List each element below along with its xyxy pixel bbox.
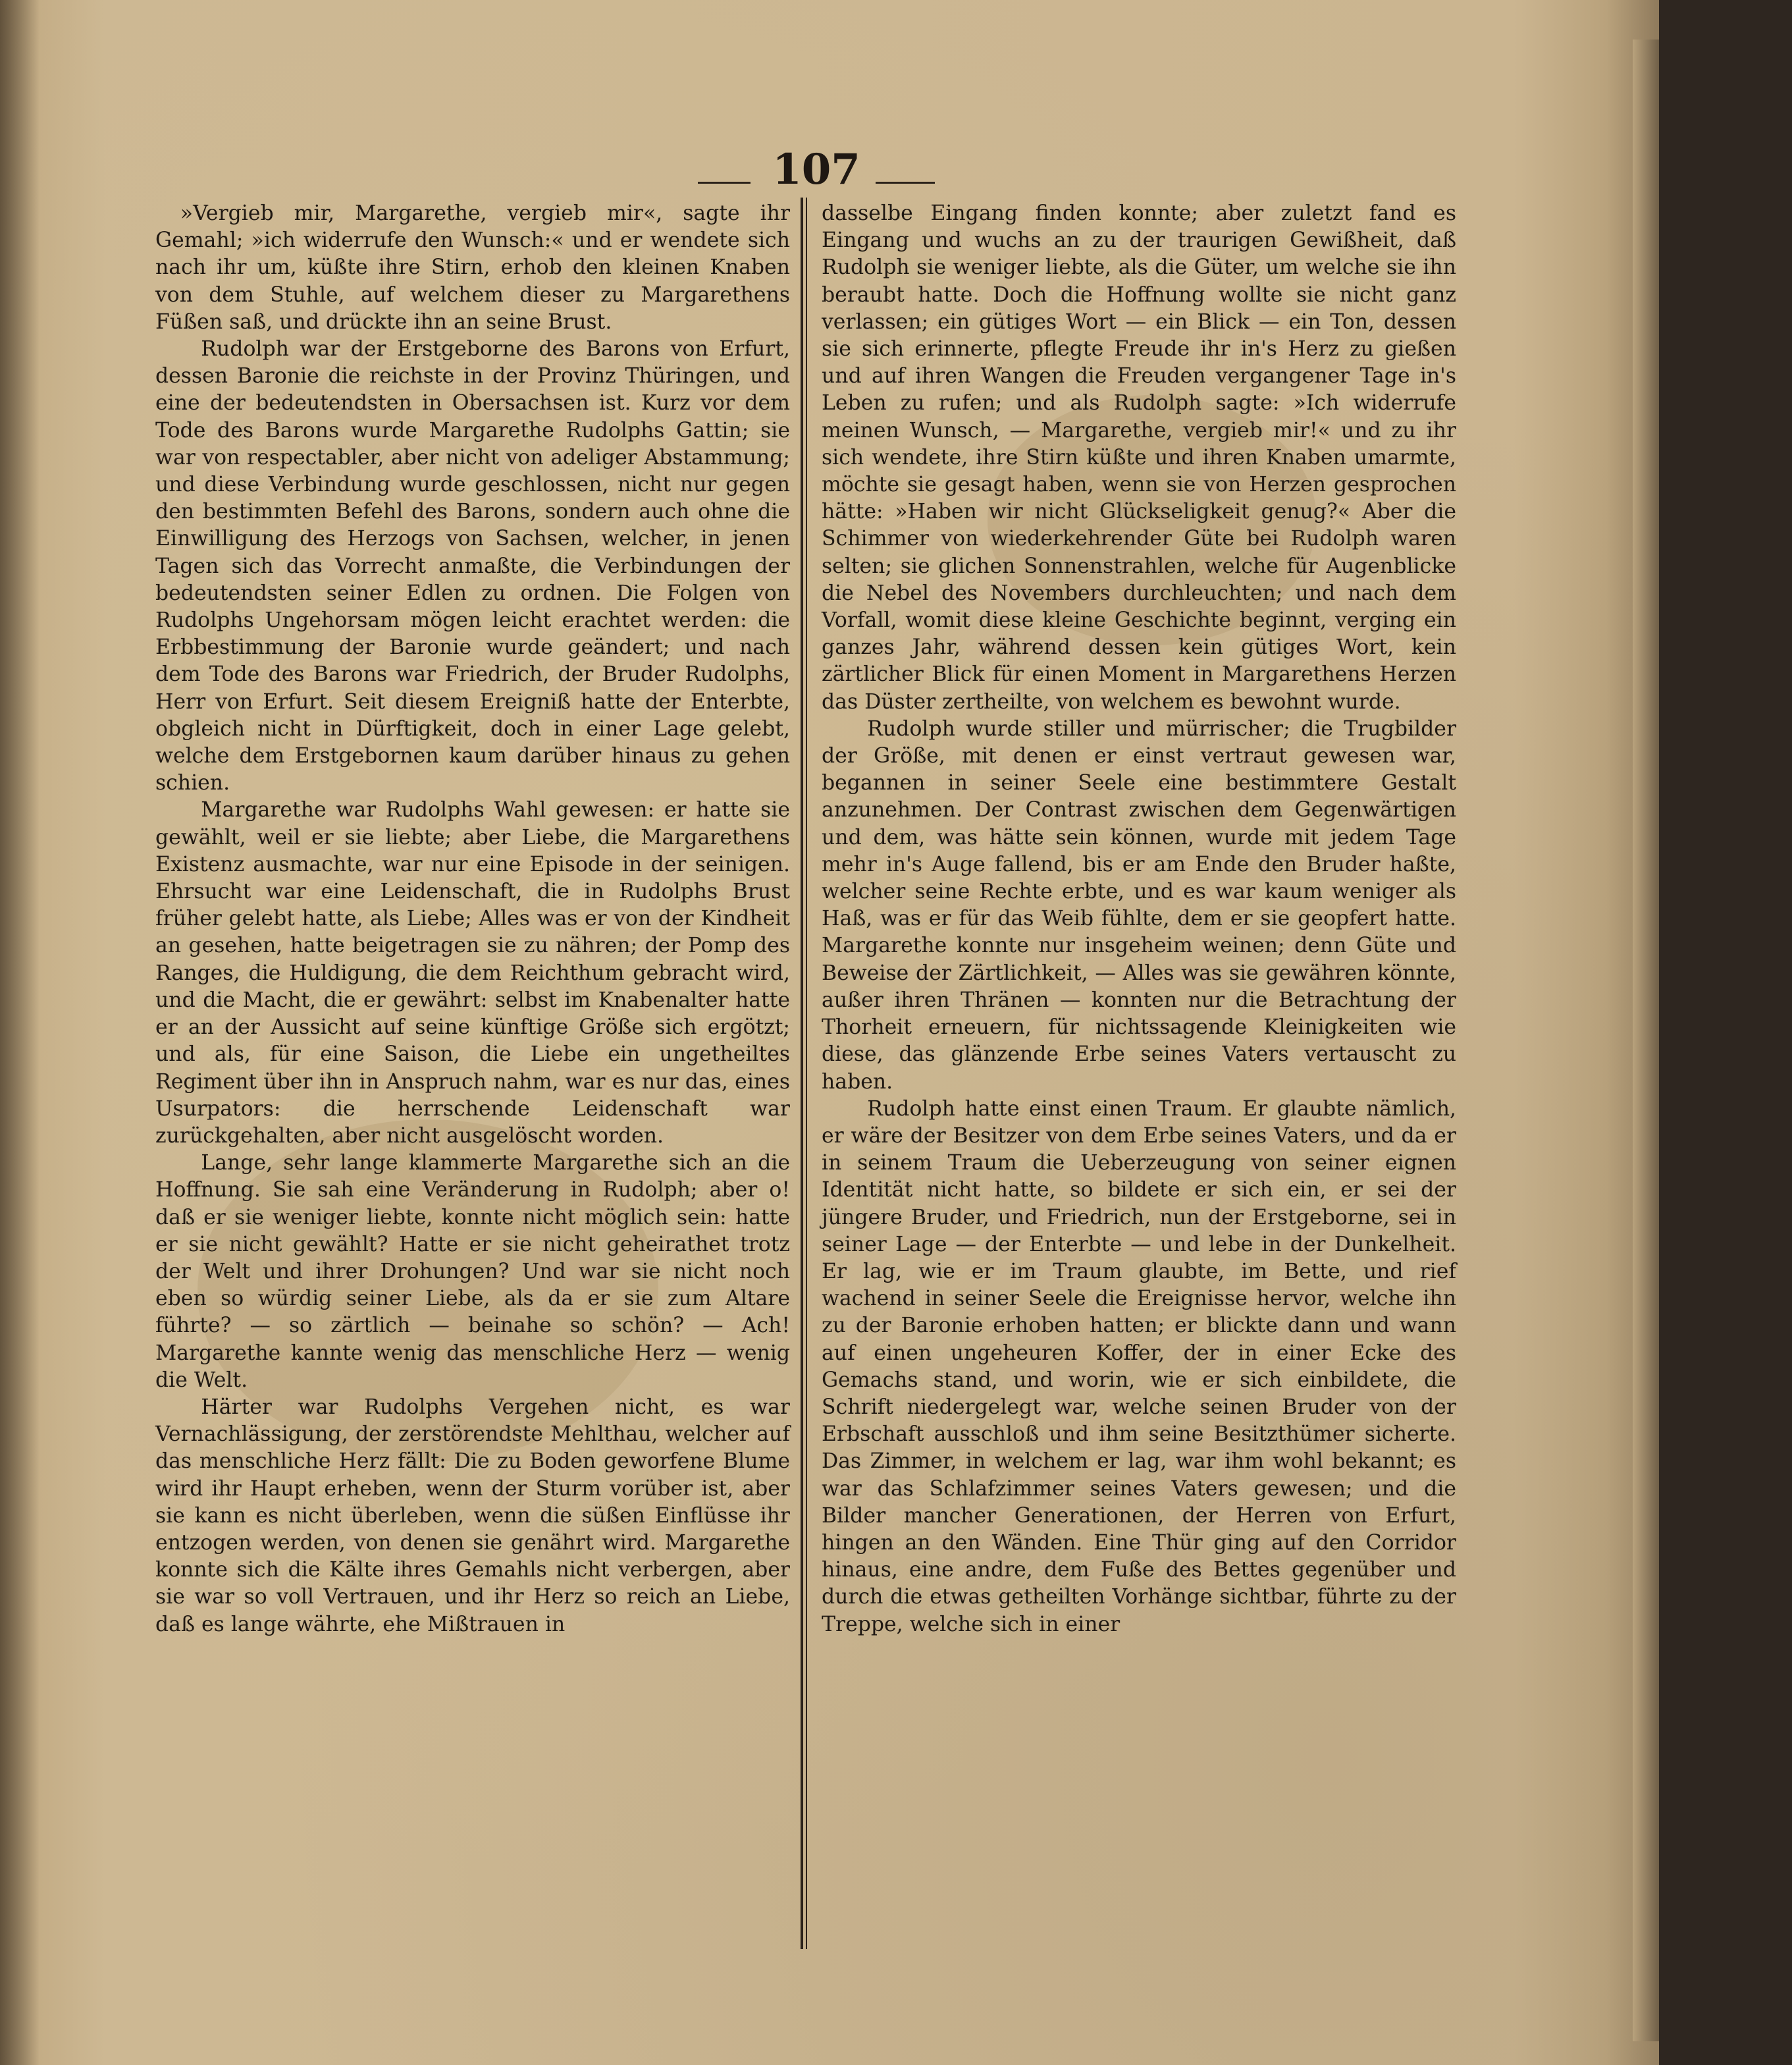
page-number: 107 bbox=[772, 145, 860, 194]
paragraph: dasselbe Eingang finden konnte; aber zuletzt fand es Eingang und wuchs an zu der traurigen Gewißheit, daß Rudolph sie weniger liebte, als die Güter, um welche sie ihn beraubt hatte. Doch die Hoffnung wollte sie nicht ganz verlassen; ein gütiges Wort — ein Blick — ein Ton, dessen sie sich erinnerte, pflegte Freude ihr in's Herz zu gießen und auf ihren Wangen die Freuden vergangener Tage in's Leben zu rufen; und als Rudolph sagte: »Ich widerrufe meinen Wunsch, — Margarethe, vergieb mir!« und zu ihr sich wendete, ihre Stirn küßte und ihren Knaben umarmte, möchte sie gesagt haben, wenn sie von Herzen gesprochen hätte: »Haben wir nicht Glückseligkeit genug?« Aber die Schimmer von wiederkehrender Güte bei Rudolph waren selten; sie glichen Sonnenstrahlen, welche für Augenblicke die Nebel des Novembers durchleuchten; und nach dem Vorfall, womit diese kleine Geschichte beginnt, verging ein ganzes Jahr, während dessen kein gütiges Wort, kein zärtlicher Blick für einen Moment in Margarethens Herzen das Düster zertheilte, von welchem es bewohnt wurde. bbox=[822, 201, 1456, 714]
paragraph: »Vergieb mir, Margarethe, vergieb mir«, sagte ihr Gemahl; »ich widerrufe den Wunsch:« und er wendete sich nach ihr um, küßte ihre Stirn, erhob den kleinen Knaben von dem Stuhle, auf welchem dieser zu Margarethens Füßen saß, und drückte ihn an seine Brust. bbox=[155, 201, 790, 334]
text-column-left bbox=[155, 200, 790, 1638]
spine-shadow bbox=[0, 0, 40, 2065]
page-edge bbox=[1633, 40, 1659, 2041]
paragraph: Rudolph wurde stiller und mürrischer; die Trugbilder der Größe, mit denen er einst vertraut gewesen war, begannen in seiner Seele eine bestimmtere Gestalt anzunehmen. Der Contrast zwischen dem Gegenwärtigen und dem, was hätte sein können, wurde mit jedem Tage mehr in's Auge fallend, bis er am Ende den Bruder haßte, welcher seine Rechte erbte, und es war kaum weniger als Haß, was er für das Weib fühlte, dem er sie geopfert hatte. Margarethe konnte nur insgeheim weinen; denn Güte und Beweise der Zärtlichkeit, — Alles was sie gewähren könnte, außer ihren Thränen — konnten nur die Betrachtung der Thorheit erneuern, für nichtssagende Kleinigkeiten wie diese, das glänzende Erbe seines Vaters vertauscht zu haben. bbox=[822, 716, 1456, 1094]
header-rule-left bbox=[698, 182, 751, 184]
paragraph: Rudolph war der Erstgeborne des Barons von Erfurt, dessen Baronie die reichste in der Provinz Thüringen, und eine der bedeutendsten in Obersachsen ist. Kurz vor dem Tode des Barons wurde Margarethe Rudolphs Gattin; sie war von respectabler, aber nicht von adeliger Abstammung; und diese Verbindung wurde geschlossen, nicht nur gegen den bestimmten Befehl des Barons, sondern auch ohne die Einwilligung des Herzogs von Sachsen, welcher, in jenen Tagen sich das Vorrecht anmaßte, die Verbindungen der bedeutendsten seiner Edlen zu ordnen. Die Folgen von Rudolphs Ungehorsam mögen leicht erachtet werden: die Erbbestimmung der Baronie wurde geändert; und nach dem Tode des Barons war Friedrich, der Bruder Rudolphs, Herr von Erfurt. Seit diesem Ereigniß hatte der Enterbte, obgleich nicht in Dürftigkeit, doch in einer Lage gelebt, welche dem Erstgebornen kaum darüber hinaus zu gehen schien. bbox=[155, 337, 790, 795]
column-divider-inner bbox=[806, 198, 807, 1949]
header-rule-right bbox=[876, 182, 935, 184]
paragraph: Margarethe war Rudolphs Wahl gewesen: er hatte sie gewählt, weil er sie liebte; aber Liebe, die Margarethens Existenz ausmachte, war nur eine Episode in der seinigen. Ehrsucht war eine Leidenschaft, die in Rudolphs Brust früher gelebt hatte, als Liebe; Alles was er von der Kindheit an gesehen, hatte beigetragen sie zu nähren; der Pomp des Ranges, die Huldigung, die dem Reichthum gebracht wird, und die Macht, die er gewährt: selbst im Knabenalter hatte er an der Aussicht auf seine künftige Größe sich ergötzt; und als, für eine Saison, die Liebe ein ungetheiltes Regiment über ihn in Anspruch nahm, war es nur das, eines Usurpators: die herrschende Leidenschaft war zurückgehalten, aber nicht ausgelöscht worden. bbox=[155, 798, 790, 1148]
paragraph: Rudolph hatte einst einen Traum. Er glaubte nämlich, er wäre der Besitzer von dem Erbe seines Vaters, und da er in seinem Traum die Ueberzeugung von seiner eignen Identität nicht hatte, so bildete er sich ein, er sei der jüngere Bruder, und Friedrich, nun der Erstgeborne, sei in seiner Lage — der Enterbte — und lebe in der Dunkelheit. Er lag, wie er im Traum glaubte, im Bette, und rief wachend in seiner Seele die Ereignisse hervor, welche ihn zu der Baronie erhoben hatten; er blickte dann und wann auf einen ungeheuren Koffer, der in einer Ecke des Gemachs stand, und worin, wie er sich einbildete, die Schrift niedergelegt war, welche seinen Bruder von der Erbschaft ausschloß und ihm seine Besitzthümer sicherte. Das Zimmer, in welchem er lag, war ihm wohl bekannt; es war das Schlafzimmer seines Vaters gewesen; und die Bilder mancher Generationen, der Herren von Erfurt, hingen an den Wänden. Eine Thür ging auf den Corridor hinaus, eine andre, dem Fuße des Bettes gegenüber und durch die etwas getheilten Vorhänge sichtbar, führte zu der Treppe, welche sich in einer bbox=[822, 1096, 1456, 1636]
text-column-right bbox=[822, 200, 1456, 1638]
paragraph: Lange, sehr lange klammerte Margarethe sich an die Hoffnung. Sie sah eine Veränderung in Rudolph; aber o! daß er sie weniger liebte, konnte nicht möglich sein: hatte er sie nicht gewählt? Hatte er sie nicht geheirathet trotz der Welt und ihrer Drohungen? Und war sie nicht noch eben so würdig seiner Liebe, als da er sie zum Altare führte? — so zärtlich — beinahe so schön? — Ach! Margarethe kannte wenig das menschliche Herz — wenig die Welt. bbox=[155, 1151, 790, 1392]
paragraph: Härter war Rudolphs Vergehen nicht, es war Vernachlässigung, der zerstörendste Mehlthau, welcher auf das menschliche Herz fällt: Die zu Boden geworfene Blume wird ihr Haupt erheben, wenn der Sturm vorüber ist, aber sie kann es nicht überleben, wenn die süßen Einflüsse ihr entzogen werden, von denen sie genährt wird. Margarethe konnte sich die Kälte ihres Gemahls nicht verbergen, aber sie war so voll Vertrauen, und ihr Herz so reich an Liebe, daß es lange währte, ehe Mißtrauen in bbox=[155, 1395, 790, 1636]
column-divider bbox=[801, 198, 803, 1949]
